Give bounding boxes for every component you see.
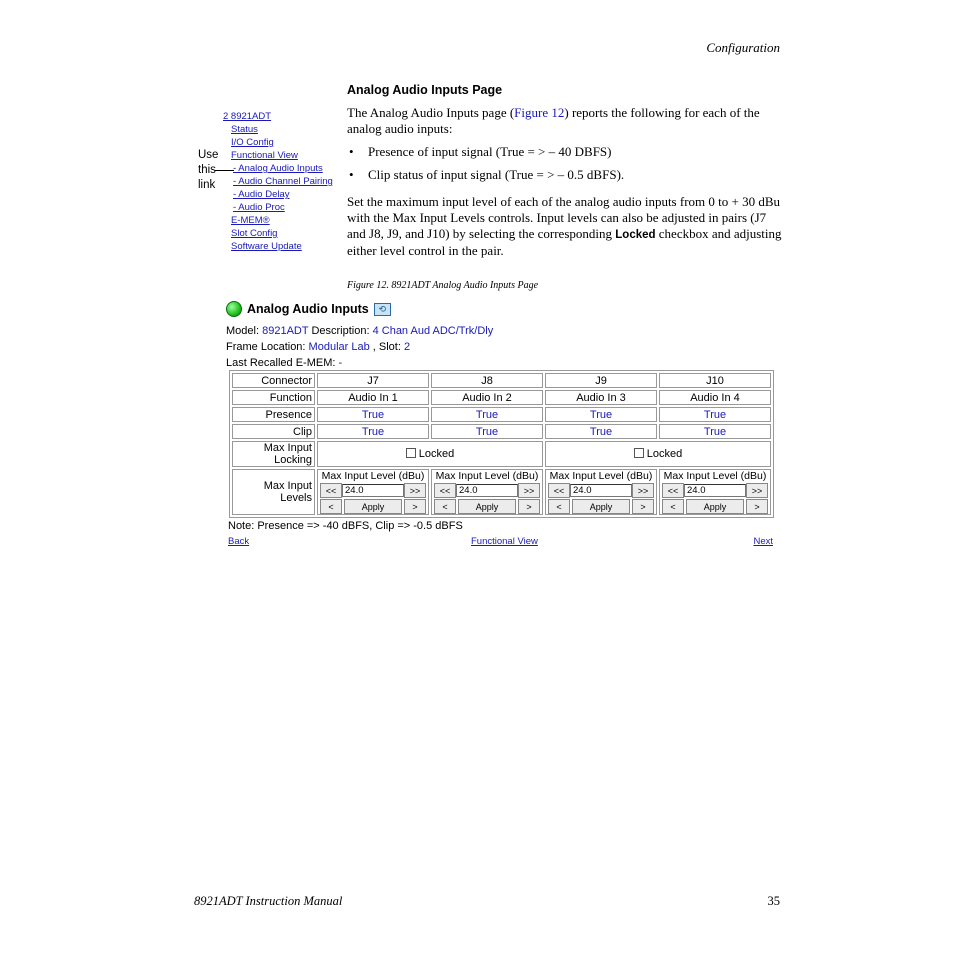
connector-cell: J7 <box>317 373 429 388</box>
max-input-level-field[interactable]: 24.0 <box>570 484 632 497</box>
para-text-before: Set the maximum input level of each of the analog audio inputs from 0 to + 30 dBu with the Max Input Levels controls. Input levels can also be adjusted in pairs (J7 and J8, J9, and J10) by selecting the corresponding <box>347 194 780 241</box>
level-title: Max Input Level (dBu) <box>435 470 539 482</box>
level-cell-j7 <box>317 469 429 515</box>
apply-button[interactable]: Apply <box>344 499 402 514</box>
decrease-fast-button[interactable]: << <box>434 483 456 498</box>
presence-cell: True <box>545 407 657 422</box>
bullet-item <box>347 144 787 160</box>
decrease-fast-button[interactable]: << <box>548 483 570 498</box>
nav-item-audio-delay[interactable]: - Audio Delay <box>233 189 290 200</box>
emem-label: Last Recalled E-MEM: <box>226 357 336 369</box>
frame-label: Frame Location: <box>226 341 306 353</box>
row-label-connector: Connector <box>232 373 315 388</box>
increase-fast-button[interactable]: >> <box>632 483 654 498</box>
callout-line: link <box>198 179 216 191</box>
bullet-dot-icon: • <box>349 167 354 182</box>
apply-row <box>434 499 540 514</box>
module-info <box>226 323 774 371</box>
nav-item-functional-view[interactable]: Functional View <box>231 150 298 161</box>
clip-cell: True <box>431 424 543 439</box>
screen-title-bar <box>226 300 774 318</box>
presence-cell: True <box>659 407 771 422</box>
decrease-fast-button[interactable]: << <box>662 483 684 498</box>
apply-row <box>320 499 426 514</box>
row-label-clip: Clip <box>232 424 315 439</box>
model-line <box>226 323 774 339</box>
decrease-button[interactable]: < <box>434 499 456 514</box>
locked-checkbox-j7-j8[interactable] <box>406 448 416 458</box>
bullet-list <box>347 144 787 190</box>
callout-arrow-line <box>215 170 234 171</box>
locked-label: Locked <box>646 448 683 460</box>
model-label: Model: <box>226 325 260 337</box>
connector-cell: J10 <box>659 373 771 388</box>
table-row-levels <box>232 469 771 515</box>
nav-item-emem[interactable]: E-MEM® <box>231 215 270 226</box>
decrease-button[interactable]: < <box>662 499 684 514</box>
frame-line <box>226 339 774 355</box>
nav-item-audio-channel-pairing[interactable]: - Audio Channel Pairing <box>233 176 333 187</box>
callout-line: Use <box>198 149 219 161</box>
frame-value: Modular Lab <box>308 341 370 353</box>
intro-text-after: ) reports the following for each of the analog audio inputs: <box>347 105 760 136</box>
max-input-level-field[interactable]: 24.0 <box>342 484 404 497</box>
next-link[interactable]: Next <box>753 536 773 547</box>
clip-cell: True <box>317 424 429 439</box>
increase-fast-button[interactable]: >> <box>404 483 426 498</box>
row-label-levels: Max Input Levels <box>232 469 315 515</box>
level-stepper-row <box>548 483 654 498</box>
presence-cell: True <box>431 407 543 422</box>
function-cell: Audio In 1 <box>317 390 429 405</box>
emem-value: - <box>338 357 343 369</box>
intro-text-before: The Analog Audio Inputs page ( <box>347 105 515 120</box>
increase-button[interactable]: > <box>404 499 426 514</box>
presence-cell: True <box>317 407 429 422</box>
apply-button[interactable]: Apply <box>686 499 744 514</box>
locked-cell-j7-j8 <box>317 441 543 467</box>
figure-reference-link[interactable]: Figure 12 <box>514 105 565 120</box>
back-link[interactable]: Back <box>228 536 250 547</box>
table-row-presence <box>232 407 771 422</box>
nav-item-module[interactable]: 2 8921ADT <box>223 111 272 122</box>
nav-item-io-config[interactable]: I/O Config <box>231 137 274 148</box>
table-row-clip <box>232 424 771 439</box>
function-cell: Audio In 3 <box>545 390 657 405</box>
emem-line <box>226 355 774 371</box>
model-value: 8921ADT <box>262 325 309 337</box>
apply-button[interactable]: Apply <box>458 499 516 514</box>
decrease-button[interactable]: < <box>548 499 570 514</box>
intro-paragraph <box>347 105 787 137</box>
increase-button[interactable]: > <box>632 499 654 514</box>
increase-button[interactable]: > <box>746 499 768 514</box>
apply-button[interactable]: Apply <box>572 499 630 514</box>
apply-row <box>662 499 768 514</box>
row-label-presence: Presence <box>232 407 315 422</box>
section-heading: Analog Audio Inputs Page <box>347 83 503 97</box>
row-label-locking: Max Input Locking <box>232 441 315 467</box>
refresh-icon[interactable]: ⟲ <box>374 303 391 316</box>
nav-item-software-update[interactable]: Software Update <box>231 241 302 252</box>
level-stepper-row <box>662 483 768 498</box>
row-label-function: Function <box>232 390 315 405</box>
connector-cell: J9 <box>545 373 657 388</box>
nav-item-slot-config[interactable]: Slot Config <box>231 228 278 239</box>
level-cell-j9 <box>545 469 657 515</box>
description-value: 4 Chan Aud ADC/Trk/Dly <box>372 325 494 337</box>
level-stepper-row <box>434 483 540 498</box>
locked-cell-j9-j10 <box>545 441 771 467</box>
max-input-level-field[interactable]: 24.0 <box>456 484 518 497</box>
increase-fast-button[interactable]: >> <box>518 483 540 498</box>
status-led-icon <box>226 301 242 317</box>
screen-title: Analog Audio Inputs <box>247 302 369 316</box>
nav-panel <box>223 110 333 253</box>
locked-label: Locked <box>418 448 455 460</box>
description-label: Description: <box>311 325 370 337</box>
analog-audio-inputs-screen <box>226 300 774 512</box>
figure-caption: Figure 12. 8921ADT Analog Audio Inputs Page <box>347 280 539 291</box>
threshold-note: Note: Presence => -40 dBFS, Clip => -0.5 dBFS <box>228 520 463 532</box>
table-row-locking <box>232 441 771 467</box>
callout-line: this <box>198 164 216 176</box>
max-input-level-field[interactable]: 24.0 <box>684 484 746 497</box>
level-title: Max Input Level (dBu) <box>549 470 653 482</box>
level-title: Max Input Level (dBu) <box>321 470 425 482</box>
locked-checkbox-j9-j10[interactable] <box>634 448 644 458</box>
nav-item-audio-proc[interactable]: - Audio Proc <box>233 202 285 213</box>
connector-cell: J8 <box>431 373 543 388</box>
level-stepper-row <box>320 483 426 498</box>
locked-keyword: Locked <box>615 229 656 241</box>
table-row-connector <box>232 373 771 388</box>
running-header: Configuration <box>706 40 780 55</box>
decrease-button[interactable]: < <box>320 499 342 514</box>
page-number: 35 <box>767 894 780 908</box>
manual-title-footer: 8921ADT Instruction Manual <box>194 894 343 908</box>
bullet-text: Clip status of input signal (True = > – 0.5 dBFS). <box>368 167 625 182</box>
function-cell: Audio In 4 <box>659 390 771 405</box>
decrease-fast-button[interactable]: << <box>320 483 342 498</box>
function-cell: Audio In 2 <box>431 390 543 405</box>
functional-view-link[interactable]: Functional View <box>471 536 538 547</box>
bullet-item <box>347 167 787 183</box>
slot-label: , Slot: <box>372 341 401 353</box>
increase-button[interactable]: > <box>518 499 540 514</box>
slot-value: 2 <box>403 341 411 353</box>
apply-row <box>548 499 654 514</box>
table-row-function <box>232 390 771 405</box>
bullet-dot-icon: • <box>349 144 354 159</box>
level-title: Max Input Level (dBu) <box>663 470 767 482</box>
nav-item-analog-audio-inputs[interactable]: - Analog Audio Inputs <box>233 163 323 174</box>
increase-fast-button[interactable]: >> <box>746 483 768 498</box>
para-text-after: checkbox and adjusting either level control in the pair. <box>347 226 782 258</box>
level-cell-j10 <box>659 469 771 515</box>
level-cell-j8 <box>431 469 543 515</box>
nav-item-status[interactable]: Status <box>231 124 258 135</box>
clip-cell: True <box>545 424 657 439</box>
clip-cell: True <box>659 424 771 439</box>
inputs-table <box>229 370 774 518</box>
level-paragraph <box>347 194 787 259</box>
bullet-text: Presence of input signal (True = > – 40 DBFS) <box>368 144 612 159</box>
